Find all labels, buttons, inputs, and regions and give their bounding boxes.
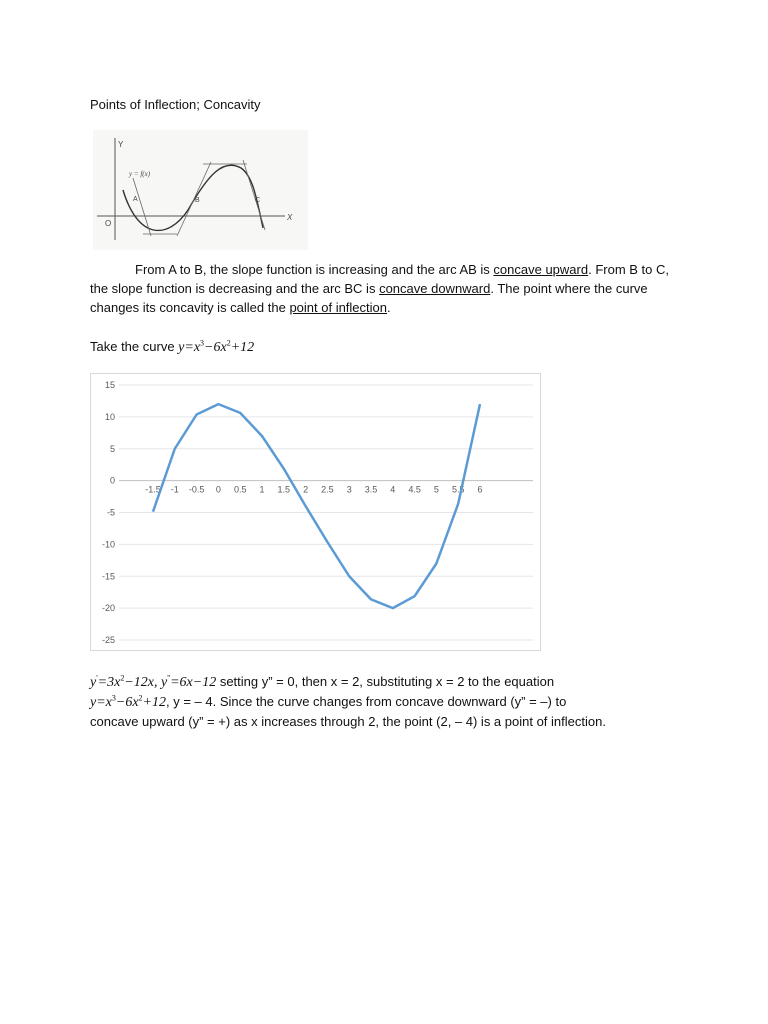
- sketch-point-b: B: [195, 197, 200, 204]
- x-tick-label: 3.5: [364, 484, 378, 495]
- conclusion-line-3: concave upward (y” = +) as x increases through 2, the point (2, – 4) is a point of inflection.: [90, 714, 606, 729]
- paragraph-text: . From B to C, the slope function is decreasing and the arc BC is: [90, 262, 669, 296]
- paragraph-text: .: [387, 300, 391, 315]
- sketch-x-label: X: [287, 213, 293, 222]
- x-tick-label: 0: [215, 484, 221, 495]
- x-tick-label: -1.5: [145, 484, 161, 495]
- conclusion-line-1: [90, 672, 690, 692]
- take-label: Take the curve: [90, 339, 179, 354]
- y-tick-label: 10: [104, 411, 115, 422]
- sketch-origin-label: O: [105, 219, 112, 228]
- term-point-of-inflection: point of inflection: [289, 300, 388, 315]
- cubic-line-chart: [90, 373, 541, 651]
- x-tick-label: 2: [303, 484, 309, 495]
- y-tick-label: -15: [101, 571, 115, 582]
- y-tick-label: -25: [101, 635, 115, 645]
- concavity-sketch-figure: [93, 130, 308, 250]
- x-tick-label: 6: [477, 484, 483, 495]
- derivative-equations: $y'=3x^2-12x$, y''=6x−12: [90, 673, 217, 690]
- x-tick-label: 4.5: [408, 484, 421, 495]
- conclusion-line-2: [90, 692, 690, 712]
- y-tick-label: -10: [101, 539, 115, 550]
- sketch-point-c: C: [255, 197, 261, 204]
- chart-svg: [91, 374, 542, 652]
- x-tick-label: 2.5: [321, 484, 334, 495]
- conclusion-paragraph: [90, 672, 690, 731]
- sketch-y-label: Y: [118, 140, 124, 149]
- sketch-curve-label: y = f(x): [129, 170, 151, 178]
- x-tick-label: 5: [433, 484, 439, 495]
- conclusion-text: , y = – 4. Since the curve changes from concave downward (y” = –) to: [166, 694, 567, 709]
- x-tick-label: 1: [259, 484, 265, 495]
- curve-equation: $y=x^3-6x^2+12$: [178, 338, 255, 355]
- series-line: [153, 404, 483, 608]
- y-tick-label: 15: [104, 380, 115, 390]
- y-tick-label: -5: [106, 507, 115, 518]
- paragraph-text: . The point where the curve changes its concavity is called the: [90, 281, 648, 315]
- x-tick-label: -0.5: [188, 484, 205, 495]
- take-the-curve-line: [90, 337, 690, 357]
- paragraph-text: From A to B, the slope function is increasing and the arc AB is: [135, 262, 494, 277]
- term-concave-downward: concave downward: [379, 281, 491, 296]
- curve-equation-inline: $y=x^3-6x^2+12$: [90, 693, 166, 710]
- conclusion-text: setting y” = 0, then x = 2, substituting x = 2 to the equation: [216, 674, 555, 689]
- concavity-paragraph: [90, 260, 690, 317]
- x-tick-label: 0.5: [233, 484, 247, 495]
- sketch-point-a: A: [133, 196, 138, 203]
- x-tick-label: 5.5: [451, 484, 465, 495]
- x-tick-label: 1.5: [277, 484, 291, 495]
- y-tick-label: 5: [109, 443, 115, 454]
- term-concave-upward: concave upward: [493, 262, 589, 277]
- y-tick-label: 0: [109, 475, 115, 486]
- x-tick-label: -1: [170, 484, 179, 495]
- x-tick-label: 4: [390, 484, 396, 495]
- x-tick-label: 3: [346, 484, 352, 495]
- y-tick-label: -20: [101, 603, 115, 614]
- page-title: Points of Inflection; Concavity: [90, 97, 261, 112]
